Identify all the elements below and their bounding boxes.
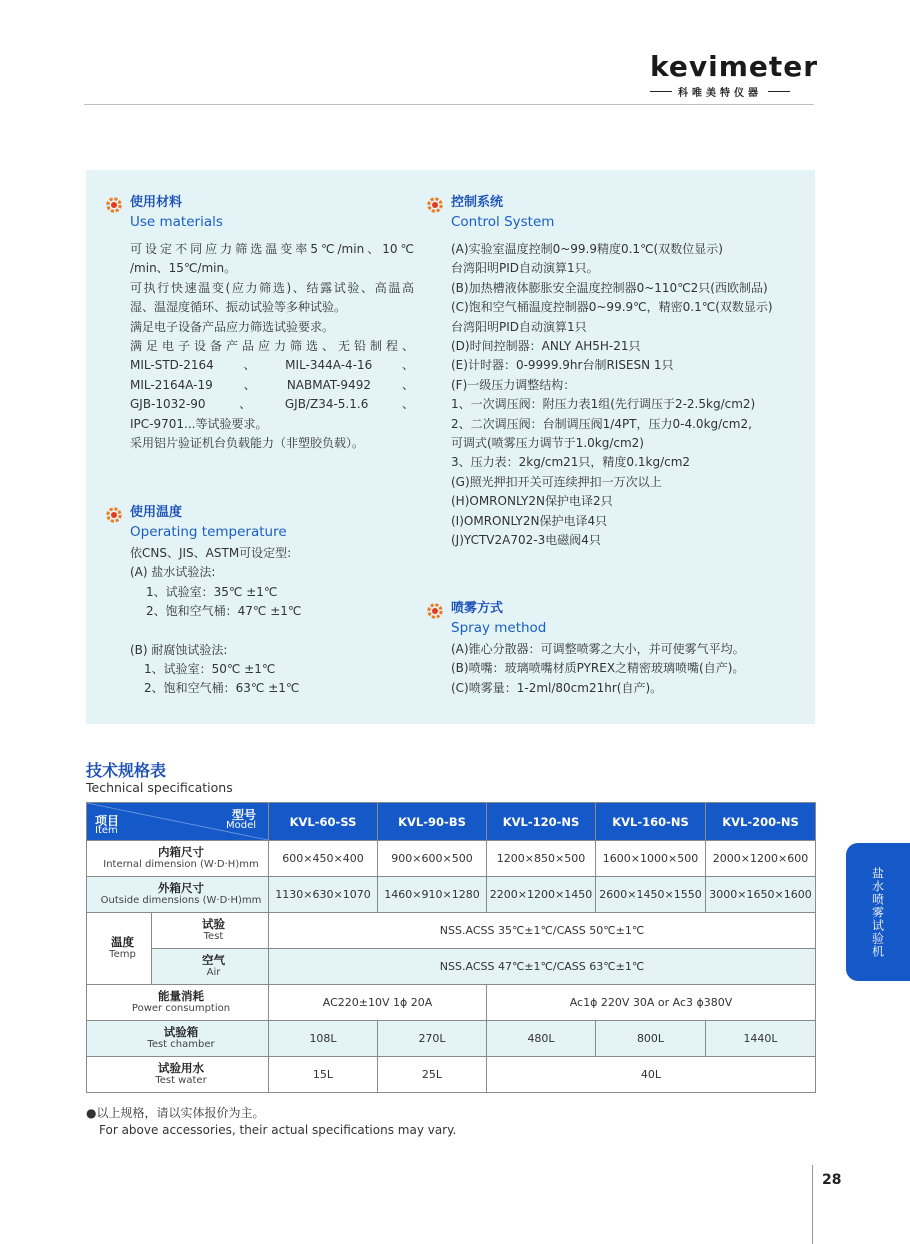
section-title-cn: 喷雾方式 [451, 601, 504, 616]
gear-icon [425, 601, 445, 621]
text-line: 可执行快速温变(应力筛选)、结露试验、高温高 [130, 280, 414, 295]
row-label-cn: 温度 [111, 935, 134, 949]
text-line: 满足电子设备产品应力筛选、无铅制程、 [130, 339, 414, 354]
table-row [87, 1021, 816, 1057]
text-line: (D)时间控制器：ANLY AH5H-21只 [451, 339, 641, 354]
row-label [87, 1021, 269, 1057]
text-line: 1、试验室：50℃ ±1℃ [144, 662, 276, 677]
row-label-en: Outside dimensions (W·D·H)mm [100, 895, 262, 906]
table-cell: 2600×1450×1550 [596, 877, 706, 913]
section-title-cn: 使用温度 [130, 505, 183, 520]
table-cell: 1130×630×1070 [269, 877, 378, 913]
sub-label [152, 913, 269, 949]
row-label [87, 877, 269, 913]
table-row [87, 841, 816, 877]
text-line: 依CNS、JIS、ASTM可设定型: [130, 546, 292, 560]
text-line: (I)OMRONLY2N保护电译4只 [451, 513, 608, 528]
table-cell: AC220±10V 1ϕ 20A [269, 985, 487, 1021]
header-item-cn: 项目 [95, 814, 120, 828]
section-body [425, 240, 805, 551]
row-label-cn: 外箱尺寸 [158, 881, 204, 895]
sub-label [152, 949, 269, 985]
gear-icon [425, 195, 445, 215]
table-cell: 25L [378, 1057, 487, 1093]
text-line: (C)喷雾量：1-2ml/80cm21hr(自产)。 [451, 680, 663, 695]
spacer [130, 622, 414, 641]
page-number: 28 [822, 1172, 842, 1188]
sub-label-cn: 试验 [202, 917, 225, 931]
table-row [87, 949, 816, 985]
text-line: 可设定不同应力筛选温变率5℃/min、10℃ [130, 242, 414, 256]
table-row [87, 913, 816, 949]
section-title-en: Use materials [130, 214, 223, 230]
section-title-en: Control System [451, 214, 555, 230]
text-line: (H)OMRONLY2N保护电译2只 [451, 494, 613, 509]
sub-label-cn: 空气 [202, 953, 225, 967]
table-cell: 3000×1650×1600 [706, 877, 816, 913]
text-line: 可调式(喷雾压力调节于1.0kg/cm2) [451, 436, 644, 451]
sub-label-en: Test [203, 931, 224, 942]
brand-tagline-row [650, 84, 815, 99]
section-header [104, 504, 414, 542]
table-cell: 1460×910×1280 [378, 877, 487, 913]
features-panel [86, 170, 815, 724]
text-line: 满足电子设备产品应力筛选试验要求。 [130, 319, 335, 334]
table-cell: 2000×1200×600 [706, 841, 816, 877]
table-cell: 480L [487, 1021, 596, 1057]
text-line: 2、饱和空气桶：63℃ ±1℃ [144, 681, 300, 696]
text-line: 3、压力表：2kg/cm21只，精度0.1kg/cm2 [451, 455, 691, 470]
row-label-en: Internal dimension (W·D·H)mm [103, 859, 259, 870]
row-label-cn: 内箱尺寸 [158, 845, 204, 859]
header-item-en: Item [95, 825, 118, 836]
section-body [104, 544, 414, 699]
table-cell: NSS.ACSS 35℃±1℃/CASS 50℃±1℃ [269, 913, 816, 949]
specs-table [86, 802, 816, 1093]
specs-title-en: Technical specifications [86, 780, 233, 795]
text-line: (C)饱和空气桶温度控制器0~99.9℃，精密0.1℃(双数显示) [451, 300, 773, 315]
text-line: 台湾阳明PID自动演算1只。 [451, 261, 599, 276]
text-line: (B)喷嘴：玻璃喷嘴材质PYREX之精密玻璃喷嘴(自产)。 [451, 661, 745, 676]
row-label-en: Test water [155, 1075, 207, 1086]
row-label [87, 1057, 269, 1093]
section-header [104, 194, 414, 232]
model-header: KVL-160-NS [596, 803, 706, 841]
row-label-en: Power consumption [131, 1003, 231, 1014]
row-label-cn: 试验箱 [163, 1025, 199, 1039]
model-header: KVL-120-NS [487, 803, 596, 841]
row-label-cn: 试验用水 [158, 1061, 204, 1075]
section-temperature [104, 504, 414, 699]
text-line: (A) 盐水试验法: [130, 565, 216, 580]
table-cell: NSS.ACSS 47℃±1℃/CASS 63℃±1℃ [269, 949, 816, 985]
specs-note [86, 1105, 456, 1139]
header-model-en: Model [225, 820, 256, 831]
table-cell: Ac1ϕ 220V 30A or Ac3 ϕ380V [487, 985, 816, 1021]
tagline-dash [768, 91, 790, 92]
side-category-tab[interactable] [846, 843, 910, 981]
text-line: (A)锥心分散器：可调整喷雾之大小，并可使雾气平均。 [451, 642, 745, 656]
text-line: 2、二次调压阀：台制调压阀1/4PT，压力0-4.0kg/cm2, [451, 416, 752, 431]
sub-label-en: Air [206, 967, 221, 978]
section-materials [104, 194, 414, 453]
text-line: (A)实验室温度控制0~99.9精度0.1℃(双数位显示) [451, 242, 723, 256]
brand-name: kevimeter [650, 50, 819, 83]
text-line: (B) 耐腐蚀试验法: [130, 642, 228, 657]
text-line: (B)加热槽液体膨胀安全温度控制器0~110℃2只(西欧制品) [451, 280, 768, 295]
table-cell: 2200×1200×1450 [487, 877, 596, 913]
table-cell: 1200×850×500 [487, 841, 596, 877]
table-cell: 600×450×400 [269, 841, 378, 877]
section-title-cn: 控制系统 [451, 195, 504, 210]
tagline-dash [650, 91, 672, 92]
row-label [87, 841, 269, 877]
specs-title-cn: 技术规格表 [86, 761, 167, 780]
section-header [425, 600, 805, 638]
header-divider [84, 104, 814, 105]
section-body [104, 240, 414, 453]
gear-icon [104, 505, 124, 525]
row-label [87, 913, 152, 985]
table-cell: 800L [596, 1021, 706, 1057]
table-header-row [87, 803, 816, 841]
text-line: 1、试验室：35℃ ±1℃ [146, 584, 278, 599]
text-line: (G)照光押扣开关可连续押扣一万次以上 [451, 474, 662, 489]
header-model-cn: 型号 [231, 808, 256, 822]
table-row [87, 877, 816, 913]
text-line: /min、15℃/min。 [130, 261, 237, 276]
table-cell: 1600×1000×500 [596, 841, 706, 877]
section-title-en: Operating temperature [130, 524, 287, 540]
text-line: (E)计时器：0-9999.9hr台制RISESN 1只 [451, 358, 674, 373]
text-line: MIL-STD-2164、MIL-344A-4-16、 [130, 358, 414, 373]
gear-icon [104, 195, 124, 215]
table-cell: 270L [378, 1021, 487, 1057]
row-label-en: Test chamber [147, 1039, 215, 1050]
section-body [425, 640, 805, 698]
table-cell: 108L [269, 1021, 378, 1057]
text-line: GJB-1032-90、GJB/Z34-5.1.6、 [130, 397, 414, 412]
note-en: For above accessories, their actual specifications may vary. [99, 1123, 457, 1137]
row-label [87, 985, 269, 1021]
model-header: KVL-60-SS [269, 803, 378, 841]
text-line: MIL-2164A-19、NABMAT-9492、 [130, 377, 414, 392]
text-line: (J)YCTV2A702-3电磁阀4只 [451, 533, 601, 548]
table-cell: 15L [269, 1057, 378, 1093]
section-spray [425, 600, 805, 698]
text-line: 采用铝片验证机台负载能力（非塑胶负载）。 [130, 436, 365, 451]
table-row [87, 985, 816, 1021]
section-control [425, 194, 805, 551]
row-label-cn: 能量消耗 [158, 989, 204, 1003]
table-cell: 900×600×500 [378, 841, 487, 877]
brand-tagline: 科唯美特仪器 [678, 88, 762, 99]
text-line: 台湾阳明PID自动演算1只 [451, 319, 587, 334]
text-line: 1、一次调压阀：附压力表1组(先行调压于2-2.5kg/cm2) [451, 397, 756, 412]
row-label-en: Temp [109, 949, 136, 960]
model-header: KVL-200-NS [706, 803, 816, 841]
table-row [87, 1057, 816, 1093]
brand-logo [650, 50, 819, 100]
table-cell: 1440L [706, 1021, 816, 1057]
section-title-cn: 使用材料 [130, 195, 183, 210]
table-cell: 40L [487, 1057, 816, 1093]
text-line: 2、饱和空气桶：47℃ ±1℃ [146, 604, 302, 619]
page-number-divider [812, 1165, 813, 1244]
section-title-en: Spray method [451, 620, 547, 636]
text-line: IPC-9701...等试验要求。 [130, 416, 268, 431]
text-line: 湿、温湿度循环、振动试验等多种试验。 [130, 300, 347, 315]
side-tab-label: 盐水喷雾试验机 [870, 866, 885, 958]
header-corner [87, 803, 269, 841]
text-line: (F)一级压力调整结构： [451, 377, 576, 392]
model-header: KVL-90-BS [378, 803, 487, 841]
section-header [425, 194, 805, 232]
note-cn: ●以上规格，请以实体报价为主。 [86, 1106, 265, 1120]
